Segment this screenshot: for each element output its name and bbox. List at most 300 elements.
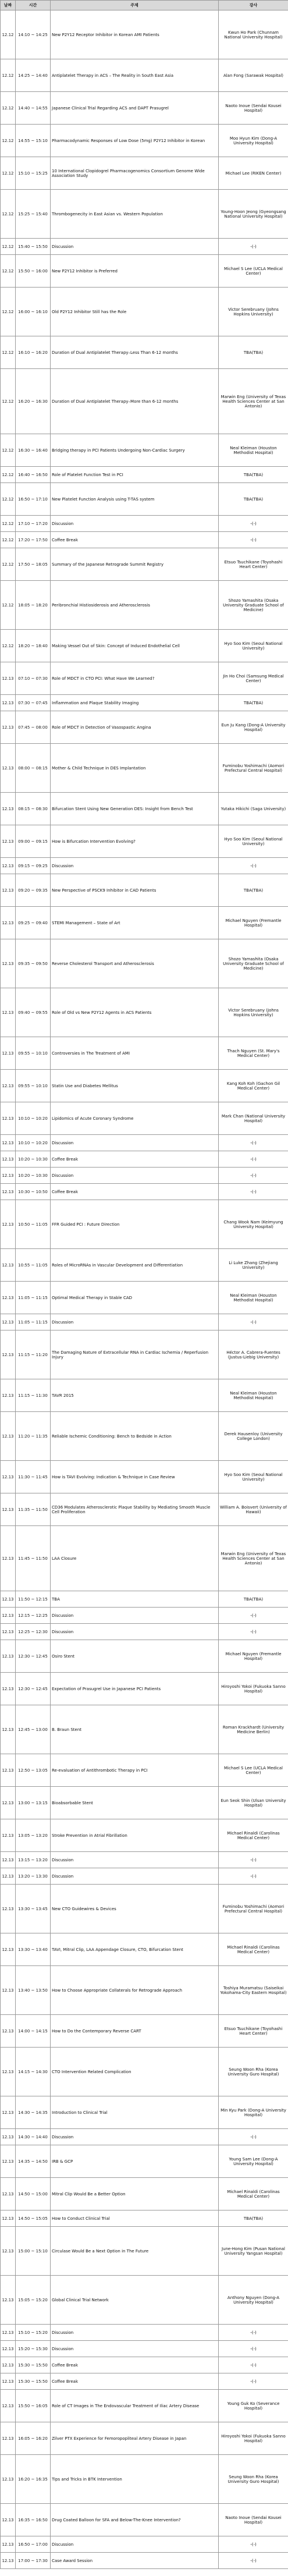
row-time: 09:25 ~ 09:40 — [16, 907, 51, 939]
row-time: 10:30 ~ 10:50 — [16, 1184, 51, 1200]
row-time: 09:55 ~ 10:10 — [16, 1037, 51, 1070]
row-date: 12.12 — [1, 434, 16, 467]
row-speaker: -(-) — [219, 2536, 288, 2553]
table-row — [1, 2341, 288, 2357]
row-speaker: -(-) — [219, 1184, 288, 1200]
row-speaker: Kwun Ho Park (Chunnam National University Hospital) — [219, 10, 288, 59]
table-row — [1, 548, 288, 581]
row-speaker: Hyo Soo Kim (Seoul National University) — [219, 630, 288, 662]
row-date: 12.13 — [1, 1070, 16, 1102]
row-topic: Duration of Dual Antiplatelet Therapy–Less Than 6-12 months — [51, 336, 219, 369]
table-row — [1, 874, 288, 907]
row-speaker: Fuminobu Yoshimachi (Aomori Prefectural Central Hospital) — [219, 744, 288, 793]
row-speaker: -(-) — [219, 2553, 288, 2569]
table-row — [1, 711, 288, 744]
row-speaker: Young Guk Ko (Severance Hospital) — [219, 2390, 288, 2422]
row-topic: CD36 Modulates Atherosclerotic Plaque Stability by Mediating Smooth Muscle Cell Proliferation — [51, 1493, 219, 1526]
table-row — [1, 695, 288, 711]
row-date: 12.13 — [1, 1168, 16, 1184]
row-time: 11:05 ~ 11:15 — [16, 1282, 51, 1314]
row-topic: Re-evaluation of Antithrombotic Therapy in PCI — [51, 1754, 219, 1787]
table-row — [1, 2096, 288, 2129]
row-topic: Inflammation and Plaque Stability Imaging — [51, 695, 219, 711]
row-topic: Coffee Break — [51, 532, 219, 548]
row-date: 12.12 — [1, 157, 16, 190]
table-row — [1, 2210, 288, 2227]
row-date: 12.13 — [1, 1314, 16, 1330]
row-topic: TAVI, Mitral Clip, LAA Appendage Closure, CTO, Bifurcation Stent — [51, 1933, 219, 1966]
row-speaker: Roman Krackhardt (University Medicine Berlin) — [219, 1705, 288, 1754]
row-date: 12.13 — [1, 1330, 16, 1379]
row-time: 11:35 ~ 11:50 — [16, 1493, 51, 1526]
table-row — [1, 2373, 288, 2390]
row-topic: Thrombogenecity in East Asian vs. Western Population — [51, 190, 219, 239]
table-row — [1, 255, 288, 288]
row-topic: STEMI Management – State of Art — [51, 907, 219, 939]
row-time: 10:50 ~ 11:05 — [16, 1200, 51, 1249]
row-date: 12.12 — [1, 630, 16, 662]
table-row — [1, 1151, 288, 1168]
row-speaker: -(-) — [219, 1135, 288, 1151]
table-row — [1, 532, 288, 548]
row-time: 15:50 ~ 16:00 — [16, 255, 51, 288]
row-time: 17:20 ~ 17:50 — [16, 532, 51, 548]
row-speaker: Li Luke Zhang (Zhejiang University) — [219, 1249, 288, 1282]
row-topic: Discussion — [51, 2341, 219, 2357]
row-time: 10:20 ~ 10:30 — [16, 1151, 51, 1168]
row-speaker: Victor Serebruany (Johns Hopkins University) — [219, 288, 288, 336]
row-time: 16:05 ~ 16:20 — [16, 2422, 51, 2455]
row-speaker: Marwin Eng (University of Texas Health Sciences Center at San Antonio) — [219, 1526, 288, 1591]
row-topic: Introduction to Clinical Trial — [51, 2096, 219, 2129]
row-topic: Discussion — [51, 1624, 219, 1640]
row-topic: Discussion — [51, 1608, 219, 1624]
row-topic: Mother & Child Technique in DES Implantation — [51, 744, 219, 793]
row-topic: Coffee Break — [51, 1184, 219, 1200]
row-date: 12.12 — [1, 581, 16, 630]
row-speaker: -(-) — [219, 2341, 288, 2357]
row-time: 10:55 ~ 11:05 — [16, 1249, 51, 1282]
row-topic: Bridging therapy in PCI Patients Undergoing Non-Cardiac Surgery — [51, 434, 219, 467]
row-time: 12:15 ~ 12:25 — [16, 1608, 51, 1624]
row-date: 12.13 — [1, 2048, 16, 2096]
row-time: 17:50 ~ 18:05 — [16, 548, 51, 581]
row-time: 15:00 ~ 15:10 — [16, 2227, 51, 2276]
table-row — [1, 1868, 288, 1885]
row-date: 12.12 — [1, 336, 16, 369]
row-time: 13:40 ~ 13:50 — [16, 1966, 51, 2015]
row-topic: Discussion — [51, 2129, 219, 2145]
table-row — [1, 1754, 288, 1787]
row-topic: Optimal Medical Therapy in Stable CAD — [51, 1282, 219, 1314]
table-row — [1, 2536, 288, 2553]
row-time: 14:00 ~ 14:15 — [16, 2015, 51, 2048]
row-time: 14:40 ~ 14:55 — [16, 92, 51, 125]
row-speaker: William A. Boisvert (University of Hawaii) — [219, 1493, 288, 1526]
row-date: 12.13 — [1, 2536, 16, 2553]
row-speaker: Victor Serebruany (Johns Hopkins University) — [219, 988, 288, 1037]
row-speaker: Mark Chan (National University Hospital) — [219, 1102, 288, 1135]
row-topic: Japanese Clinical Trial Regarding ACS and DAPT Prasugrel — [51, 92, 219, 125]
row-date: 12.13 — [1, 1282, 16, 1314]
row-time: 15:20 ~ 15:30 — [16, 2341, 51, 2357]
table-row — [1, 1379, 288, 1412]
row-speaker: Etsuo Tsuchikane (Toyohashi Heart Center) — [219, 548, 288, 581]
row-time: 11:50 ~ 12:15 — [16, 1591, 51, 1608]
row-time: 15:50 ~ 16:05 — [16, 2390, 51, 2422]
table-row — [1, 939, 288, 988]
table-row — [1, 336, 288, 369]
table-row — [1, 1070, 288, 1102]
row-speaker: -(-) — [219, 516, 288, 532]
row-speaker: -(-) — [219, 2325, 288, 2341]
row-time: 15:30 ~ 15:50 — [16, 2357, 51, 2373]
table-row — [1, 1493, 288, 1526]
row-date: 12.13 — [1, 662, 16, 695]
table-row — [1, 1933, 288, 1966]
row-speaker: Eun Seok Shin (Ulsan University Hospital) — [219, 1787, 288, 1819]
table-row — [1, 1705, 288, 1754]
table-row — [1, 2048, 288, 2096]
row-time: 12:30 ~ 12:45 — [16, 1673, 51, 1705]
row-speaker: Hyo Soo Kim (Seoul National University) — [219, 1461, 288, 1493]
row-topic: The Damaging Nature of Extracellular RNA in Cardiac Ischemia / Reperfusion Injury — [51, 1330, 219, 1379]
row-topic: CTO Intervention Related Complication — [51, 2048, 219, 2096]
row-topic: Role of MDCT in CTO PCI: What Have We Learned? — [51, 662, 219, 695]
row-speaker: Michael Nguyen (Fremantle Hospital) — [219, 1640, 288, 1673]
row-time: 14:35 ~ 14:50 — [16, 2145, 51, 2178]
row-speaker: Thach Nguyen (St. Mary's Medical Center) — [219, 1037, 288, 1070]
row-speaker: Seung Woon Rha (Korea University Guro Hospital) — [219, 2048, 288, 2096]
row-time: 15:05 ~ 15:20 — [16, 2276, 51, 2325]
row-date: 12.13 — [1, 2325, 16, 2341]
table-row — [1, 1885, 288, 1933]
header-row — [1, 1, 288, 10]
row-speaker: Neal Kleiman (Houston Methodist Hospital) — [219, 1379, 288, 1412]
row-topic: Discussion — [51, 858, 219, 874]
row-date: 12.13 — [1, 2210, 16, 2227]
row-date: 12.12 — [1, 516, 16, 532]
row-date: 12.12 — [1, 10, 16, 59]
row-topic: Role of Old vs New P2Y12 Agents in ACS Patients — [51, 988, 219, 1037]
row-date: 12.12 — [1, 548, 16, 581]
table-row — [1, 907, 288, 939]
row-date: 12.13 — [1, 2178, 16, 2210]
row-topic: B. Braun Stent — [51, 1705, 219, 1754]
table-row — [1, 2455, 288, 2504]
table-row — [1, 239, 288, 255]
row-time: 18:05 ~ 18:20 — [16, 581, 51, 630]
row-topic: Case Award Session — [51, 2553, 219, 2569]
header-date: 날짜 — [1, 1, 16, 10]
row-speaker: Neal Kleiman (Houston Methodist Hospital) — [219, 1282, 288, 1314]
row-time: 14:15 ~ 14:30 — [16, 2048, 51, 2096]
table-row — [1, 858, 288, 874]
table-row — [1, 2390, 288, 2422]
row-speaker: Young Sam Lee (Dong-A University Hospital) — [219, 2145, 288, 2178]
table-row — [1, 1200, 288, 1249]
row-time: 13:20 ~ 13:30 — [16, 1868, 51, 1885]
row-time: 08:15 ~ 08:30 — [16, 793, 51, 825]
table-row — [1, 662, 288, 695]
row-topic: How to Choose Appropriate Collaterals for Retrograde Approach — [51, 1966, 219, 2015]
table-row — [1, 92, 288, 125]
row-speaker: -(-) — [219, 2373, 288, 2390]
row-topic: New Platelet Function Analysis using T-TAS system — [51, 483, 219, 516]
row-date: 12.13 — [1, 2096, 16, 2129]
row-speaker: Naoto Inoue (Sendai Kousei Hospital) — [219, 92, 288, 125]
row-time: 13:00 ~ 13:15 — [16, 1787, 51, 1819]
table-row — [1, 1330, 288, 1379]
row-time: 17:00 ~ 17:30 — [16, 2553, 51, 2569]
row-topic: Reliable Ischemic Conditioning: Bench to Bedside in Action — [51, 1412, 219, 1461]
row-date: 12.13 — [1, 1819, 16, 1852]
row-date: 12.13 — [1, 1608, 16, 1624]
row-time: 18:20 ~ 18:40 — [16, 630, 51, 662]
row-topic: Discussion — [51, 1852, 219, 1868]
row-topic: Coffee Break — [51, 1151, 219, 1168]
row-time: 13:15 ~ 13:20 — [16, 1852, 51, 1868]
row-date: 12.13 — [1, 1151, 16, 1168]
row-topic: Making Vessel Out of Skin: Concept of Induced Endothelial Cell — [51, 630, 219, 662]
row-topic: Summary of the Japanese Retrograde Summit Registry — [51, 548, 219, 581]
table-row — [1, 288, 288, 336]
row-date: 12.13 — [1, 1754, 16, 1787]
row-speaker: Alan Fong (Sarawak Hospital) — [219, 59, 288, 92]
row-date: 12.13 — [1, 939, 16, 988]
row-speaker: Fuminobu Yoshimachi (Aomori Prefectural Central Hospital) — [219, 1885, 288, 1933]
row-speaker: Shozo Yamashita (Osaka University Graduate School of Medicine) — [219, 939, 288, 988]
row-time: 12:30 ~ 12:45 — [16, 1640, 51, 1673]
row-time: 15:10 ~ 15:25 — [16, 157, 51, 190]
row-topic: LAA Closure — [51, 1526, 219, 1591]
row-date: 12.12 — [1, 190, 16, 239]
row-topic: Global Clinical Trial Network — [51, 2276, 219, 2325]
table-row — [1, 1608, 288, 1624]
row-speaker: TBA(TBA) — [219, 695, 288, 711]
row-date: 12.13 — [1, 988, 16, 1037]
row-topic: How to Conduct Clinical Trial — [51, 2210, 219, 2227]
row-time: 07:10 ~ 07:30 — [16, 662, 51, 695]
row-time: 16:20 ~ 16:35 — [16, 2455, 51, 2504]
row-date: 12.13 — [1, 825, 16, 858]
row-speaker: -(-) — [219, 239, 288, 255]
row-topic: Role of MDCT in Detection of Vasospastic Angina — [51, 711, 219, 744]
row-time: 16:50 ~ 17:10 — [16, 483, 51, 516]
row-speaker: Min Kyu Park (Dong-A University Hospital) — [219, 2096, 288, 2129]
row-time: 11:20 ~ 11:35 — [16, 1412, 51, 1461]
row-date: 12.12 — [1, 59, 16, 92]
table-row — [1, 1526, 288, 1591]
row-date: 12.13 — [1, 1787, 16, 1819]
row-time: 11:15 ~ 11:30 — [16, 1379, 51, 1412]
row-time: 14:10 ~ 14:25 — [16, 10, 51, 59]
table-row — [1, 2276, 288, 2325]
row-topic: How is Bifurcation Intervention Evolving? — [51, 825, 219, 858]
row-date: 12.12 — [1, 483, 16, 516]
row-date: 12.13 — [1, 874, 16, 907]
row-topic: Pharmacodynamic Responses of Low Dose (5mg) P2Y12 Inhibitor in Korean — [51, 125, 219, 157]
row-speaker: -(-) — [219, 1868, 288, 1885]
row-topic: IRB & GCP — [51, 2145, 219, 2178]
row-topic: New P2Y12 Receptor Inhibitor in Korean AMI Patients — [51, 10, 219, 59]
table-row — [1, 793, 288, 825]
row-speaker: Young-Hoon Jeong (Gyeongsang National University Hospital) — [219, 190, 288, 239]
table-row — [1, 744, 288, 793]
row-topic: TAVR 2015 — [51, 1379, 219, 1412]
row-time: 09:40 ~ 09:55 — [16, 988, 51, 1037]
row-speaker: Michael Lee (RIKEN Center) — [219, 157, 288, 190]
table-row — [1, 434, 288, 467]
row-speaker: TBA(TBA) — [219, 483, 288, 516]
table-row — [1, 1135, 288, 1151]
row-topic: Discussion — [51, 1168, 219, 1184]
row-topic: Role of Platelet Function Test in PCI — [51, 467, 219, 483]
row-topic: New Perspective of PSCK9 Inhibitor in CAD Patients — [51, 874, 219, 907]
row-date: 12.13 — [1, 2341, 16, 2357]
row-date: 12.13 — [1, 744, 16, 793]
row-time: 11:05 ~ 11:15 — [16, 1314, 51, 1330]
row-time: 16:35 ~ 16:50 — [16, 2504, 51, 2536]
row-speaker: Héctor A. Cabrera-Fuentes (Justus-Liebig University) — [219, 1330, 288, 1379]
row-date: 12.13 — [1, 858, 16, 874]
table-row — [1, 190, 288, 239]
table-row — [1, 2325, 288, 2341]
row-topic: 10 International Clopidogrel Pharmacogenomics Consortium Genome Wide Association Study — [51, 157, 219, 190]
row-topic: Lipidomics of Acute Coronary Syndrome — [51, 1102, 219, 1135]
row-date: 12.13 — [1, 2276, 16, 2325]
row-speaker: -(-) — [219, 858, 288, 874]
table-row — [1, 1787, 288, 1819]
row-date: 12.13 — [1, 1135, 16, 1151]
table-row — [1, 630, 288, 662]
row-time: 17:10 ~ 17:20 — [16, 516, 51, 532]
row-date: 12.13 — [1, 1885, 16, 1933]
row-speaker: Seung Woon Rha (Korea University Guro Hospital) — [219, 2455, 288, 2504]
row-speaker: Derek Hausenloy (University College London) — [219, 1412, 288, 1461]
row-topic: Reverse Cholesterol Transport and Atherosclerosis — [51, 939, 219, 988]
row-time: 11:15 ~ 11:20 — [16, 1330, 51, 1379]
row-date: 12.12 — [1, 532, 16, 548]
row-time: 11:45 ~ 11:50 — [16, 1526, 51, 1591]
row-time: 16:00 ~ 16:10 — [16, 288, 51, 336]
table-row — [1, 1624, 288, 1640]
row-time: 14:50 ~ 15:00 — [16, 2178, 51, 2210]
row-time: 14:30 ~ 14:40 — [16, 2129, 51, 2145]
row-topic: Tips and Tricks in BTK Intervention — [51, 2455, 219, 2504]
row-topic: FFR Guided PCI : Future Direction — [51, 1200, 219, 1249]
row-date: 12.13 — [1, 1705, 16, 1754]
row-topic: Discussion — [51, 1868, 219, 1885]
row-topic: How is TAVI Evolving: Indication & Technique in Case Review — [51, 1461, 219, 1493]
row-speaker: TBA(TBA) — [219, 2210, 288, 2227]
row-speaker: TBA(TBA) — [219, 467, 288, 483]
row-topic: Controversies in The Treatment of AMI — [51, 1037, 219, 1070]
row-speaker: Hyo Soo Kim (Seoul National University) — [219, 825, 288, 858]
row-date: 12.13 — [1, 2422, 16, 2455]
row-topic: Duration of Dual Antiplatelet Therapy–More than 6-12 months — [51, 369, 219, 434]
table-row — [1, 516, 288, 532]
row-date: 12.13 — [1, 1184, 16, 1200]
table-row — [1, 1640, 288, 1673]
row-topic: Discussion — [51, 239, 219, 255]
table-row — [1, 2357, 288, 2373]
row-speaker: Naoto Inoue (Sendai Kousei Hospital) — [219, 2504, 288, 2536]
row-speaker: TBA(TBA) — [219, 1591, 288, 1608]
row-date: 12.13 — [1, 1412, 16, 1461]
row-time: 10:10 ~ 10:20 — [16, 1102, 51, 1135]
row-speaker: -(-) — [219, 1608, 288, 1624]
row-topic: New CTO Guidewires & Devices — [51, 1885, 219, 1933]
table-row — [1, 125, 288, 157]
row-topic: Bioabsorbable Stent — [51, 1787, 219, 1819]
table-body — [1, 10, 288, 2569]
row-time: 14:25 ~ 14:40 — [16, 59, 51, 92]
row-topic: Circulase Would Be a Next Option in The Future — [51, 2227, 219, 2276]
row-date: 12.13 — [1, 1966, 16, 2015]
row-speaker: Toshiya Muramatsu (Saiseikai Yokohama-City Eastern Hospital) — [219, 1966, 288, 2015]
row-time: 12:25 ~ 12:30 — [16, 1624, 51, 1640]
row-speaker: -(-) — [219, 2129, 288, 2145]
row-date: 12.13 — [1, 1591, 16, 1608]
row-speaker: Michael Rinaldi (Carolinas Medical Center) — [219, 1819, 288, 1852]
row-speaker: -(-) — [219, 532, 288, 548]
table-row — [1, 1412, 288, 1461]
table-row — [1, 1102, 288, 1135]
row-topic: Bifurcation Stent Using New Generation DES: Insight from Bench Test — [51, 793, 219, 825]
row-speaker: Shozo Yamashita (Osaka University Graduate School of Medicine) — [219, 581, 288, 630]
row-speaker: -(-) — [219, 1624, 288, 1640]
row-speaker: Moo Hyun Kim (Dong-A University Hospital) — [219, 125, 288, 157]
table-row — [1, 369, 288, 434]
row-date: 12.13 — [1, 1102, 16, 1135]
row-date: 12.13 — [1, 1868, 16, 1885]
row-date: 12.13 — [1, 2015, 16, 2048]
row-topic: Coffee Break — [51, 2373, 219, 2390]
row-time: 11:30 ~ 11:45 — [16, 1461, 51, 1493]
row-date: 12.13 — [1, 1933, 16, 1966]
row-speaker: Marwin Eng (University of Texas Health Sciences Center at San Antonio) — [219, 369, 288, 434]
row-topic: Role of CT Images in The Endovascular Treatment of Iliac Artery Disease — [51, 2390, 219, 2422]
header-time: 시간 — [16, 1, 51, 10]
row-speaker: Chang Wook Nam (Keimyung University Hospital) — [219, 1200, 288, 1249]
row-topic: Osiro Stent — [51, 1640, 219, 1673]
table-row — [1, 2015, 288, 2048]
table-row — [1, 2178, 288, 2210]
row-date: 12.13 — [1, 2390, 16, 2422]
row-time: 16:40 ~ 16:50 — [16, 467, 51, 483]
row-topic: Statin Use and Diabetes Mellitus — [51, 1070, 219, 1102]
row-speaker: Neal Kleiman (Houston Methodist Hospital) — [219, 434, 288, 467]
row-date: 12.12 — [1, 467, 16, 483]
row-speaker: Michael Rinaldi (Carolinas Medical Center) — [219, 1933, 288, 1966]
table-row — [1, 825, 288, 858]
table-row — [1, 1314, 288, 1330]
row-date: 12.13 — [1, 907, 16, 939]
row-date: 12.12 — [1, 125, 16, 157]
row-time: 09:00 ~ 09:15 — [16, 825, 51, 858]
row-date: 12.13 — [1, 1526, 16, 1591]
row-topic: New P2Y12 Inhibitor is Preferred — [51, 255, 219, 288]
row-time: 15:10 ~ 15:20 — [16, 2325, 51, 2341]
row-topic: Discussion — [51, 2325, 219, 2341]
row-topic: How to Do the Contemporary Reverse CART — [51, 2015, 219, 2048]
table-row — [1, 1673, 288, 1705]
table-row — [1, 1249, 288, 1282]
row-speaker: Hiroyoshi Yokoi (Fukuoka Sanno Hospital) — [219, 1673, 288, 1705]
row-topic: Discussion — [51, 2536, 219, 2553]
table-row — [1, 10, 288, 59]
